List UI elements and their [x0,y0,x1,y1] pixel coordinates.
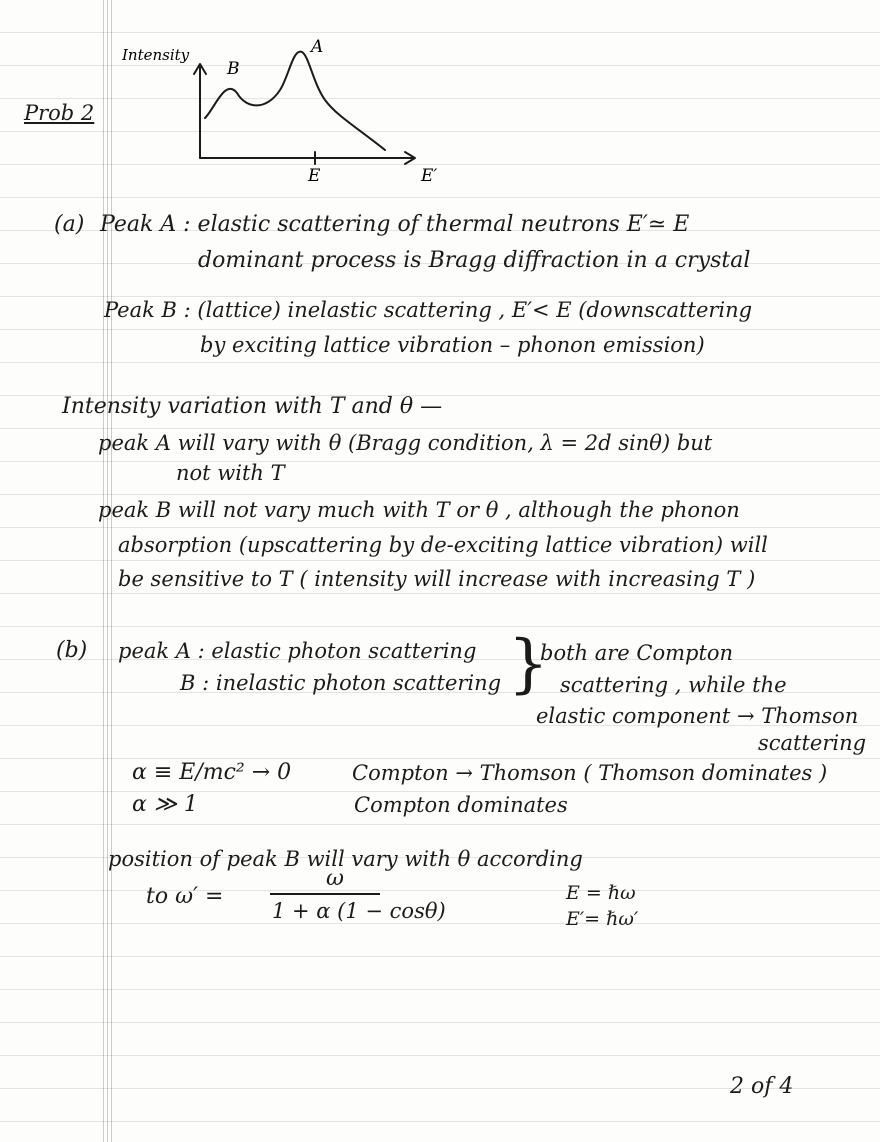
part-a-peak-a-line-2: dominant process is Bragg diffraction in a crystal [198,248,751,273]
part-a-peak-a-line-1: Peak A : elastic scattering of thermal neutrons E′≃ E [100,212,690,237]
peak-b-label: B [227,59,240,79]
variation-heading: Intensity variation with T and θ — [62,394,443,419]
intensity-sketch [122,37,445,188]
margin-line [107,0,108,1142]
right-brace: } [508,627,549,701]
variation-peak-b-line-3: be sensitive to T ( intensity will increase with increasing T ) [118,567,756,591]
formula-numerator: ω [326,866,344,891]
alpha-limit-small: Compton → Thomson ( Thomson dominates ) [352,761,828,785]
brace-note-line-4: scattering [758,731,867,755]
brace-note-line-2: scattering , while the [560,673,787,697]
part-b-label: (b) [56,638,88,663]
position-line: position of peak B will vary with θ according [108,847,583,871]
part-b-peak-a-line: peak A : elastic photon scattering [118,639,477,663]
variation-peak-b-line-1: peak B will not vary much with T or θ , although the phonon [98,498,740,522]
part-a-peak-b-line-2: by exciting lattice vibration – phonon emission) [200,333,705,357]
fraction-bar [270,893,380,895]
alpha-limit-large: Compton dominates [354,793,568,817]
brace-note-line-1: both are Compton [540,641,734,665]
part-a-peak-b-line-1: Peak B : (lattice) inelastic scattering , E′< E (downscattering [104,298,753,322]
x-axis-label: E′ [421,166,438,186]
formula-prefix: to ω′ = [146,884,224,909]
variation-peak-b-line-2: absorption (upscattering by de-exciting lattice vibration) will [118,533,768,557]
margin-line [111,0,112,1142]
margin-line [103,0,104,1142]
energy-relation-2: E′= ℏω′ [566,908,639,930]
variation-peak-a-line-2: not with T [176,461,285,485]
variation-peak-a-line-1: peak A will vary with θ (Bragg condition, λ = 2d sinθ) but [98,431,713,455]
formula-denominator: 1 + α (1 − cosθ) [272,899,446,923]
y-axis-label: Intensity [122,46,190,64]
peak-a-label: A [311,37,324,57]
brace-note-line-3: elastic component → Thomson [536,704,859,728]
tick-label: E [308,166,321,186]
sketch-canvas [122,37,445,188]
alpha-definition: α ≡ E/mc² → 0 [132,760,292,785]
page-number: 2 of 4 [730,1074,794,1099]
problem-label: Prob 2 [24,101,95,125]
part-a-label: (a) [54,212,85,237]
alpha-large: α ≫ 1 [132,792,198,817]
part-b-peak-b-line: B : inelastic photon scattering [180,671,502,695]
energy-relation-1: E = ℏω [566,882,636,904]
